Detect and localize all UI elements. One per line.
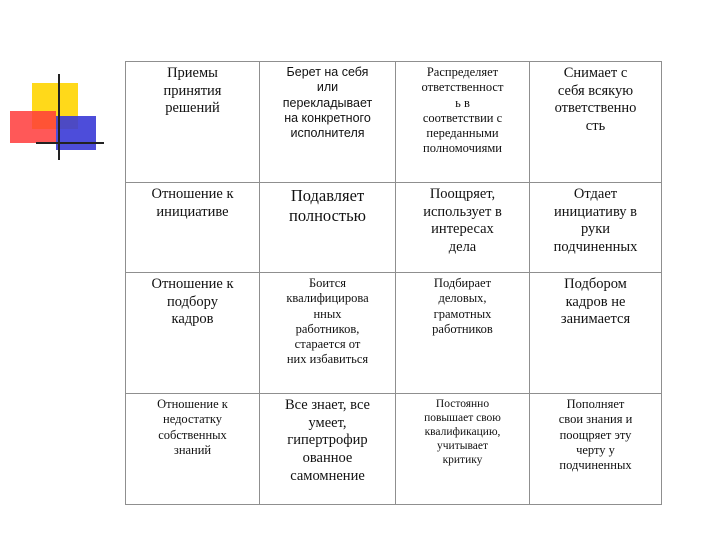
cell-text: Отношение к подбору кадров [151,276,234,328]
table-cell [530,183,662,273]
leadership-styles-table [125,61,662,505]
table-cell [260,62,396,183]
row-header-cell [126,183,260,273]
cell-text: Подбирает деловых, грамотных работников [432,276,493,336]
cell-text: Распределяет ответственност ь в соответствии с переданными полномочиями [421,65,504,156]
table-cell [396,273,530,394]
decor-horizontal-line [36,142,104,144]
table-cell [396,183,530,273]
cell-text: Боится квалифицирова нных работников, старается от них избавиться [286,276,369,367]
table-cell [396,62,530,183]
decor-red-rectangle [10,111,56,143]
cell-text: Пополняет свои знания и поощряет эту черту у подчиненных [558,397,633,472]
cell-text: Подавляет полностью [289,186,366,226]
table-cell [260,273,396,394]
cell-text: Отношение к недостатку собственных знаний [157,397,228,457]
table-row [126,273,662,394]
table-cell [396,394,530,505]
cell-text: Отдает инициативу в руки подчиненных [553,186,638,256]
cell-text: Снимает с себя всякую ответственно сть [554,65,637,135]
table-row [126,394,662,505]
row-header-cell [126,62,260,183]
table-cell [530,273,662,394]
decor-vertical-line [58,74,60,160]
table-row [126,62,662,183]
row-header-cell [126,273,260,394]
decor-blue-square [56,116,96,150]
table-cell [530,394,662,505]
table-cell [260,394,396,505]
cell-text: Берет на себя или перекладывает на конкретного исполнителя [282,65,373,140]
table-cell [530,62,662,183]
table-row [126,183,662,273]
cell-text: Постоянно повышает свою квалификацию, учитывает критику [424,398,501,467]
table-cell [260,183,396,273]
cell-text: Отношение к инициативе [151,186,234,220]
cell-text: Подбором кадров не занимается [560,276,631,328]
row-header-cell [126,394,260,505]
cell-text: Поощряет, использует в интересах дела [423,186,502,256]
cell-text: Приемы принятия решений [163,65,222,117]
cell-text: Все знает, все умеет, гипертрофир ованное самомнение [284,397,370,484]
